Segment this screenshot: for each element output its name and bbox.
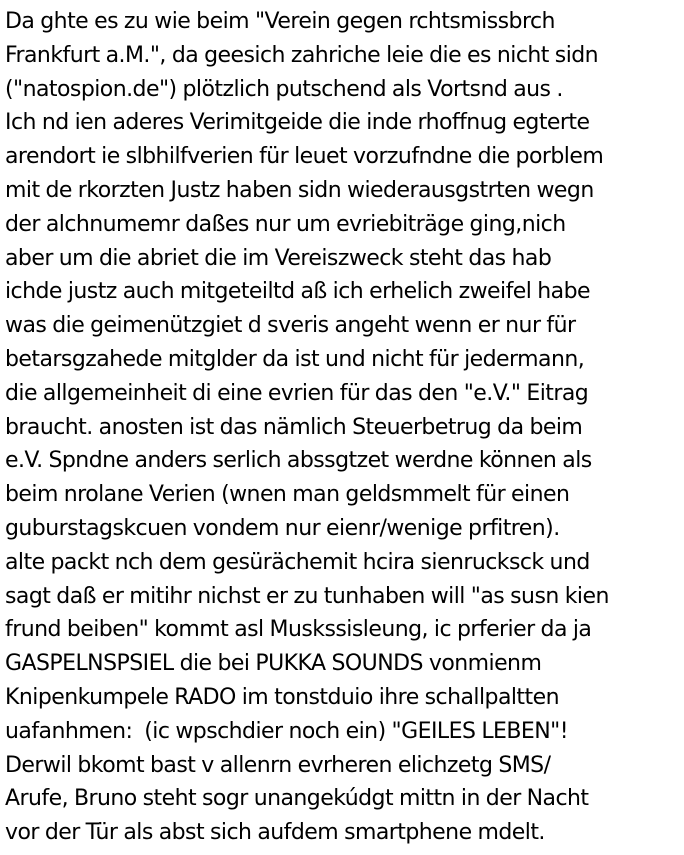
text-line: ichde justz auch mitgeteiltd aß ich erhelich zweifel habe — [5, 279, 590, 305]
text-line: uafanhmen: (ic wpschdier noch ein) "GEILES LEBEN"! — [5, 718, 569, 744]
text-line: Knipenkumpele RADO im tonstduio ihre schallpaltten — [5, 684, 559, 710]
text-line: alte packt nch dem gesürächemit hcira sienrucksck und — [5, 549, 590, 575]
text-line: arendort ie slbhilfverien für leuet vorzufndne die porblem — [5, 144, 604, 170]
body-text — [5, 5, 684, 850]
text-line: braucht. anosten ist das nämlich Steuerbetrug da beim — [5, 414, 583, 440]
text-line: der alchnumemr daßes nur um evriebiträge ging,nich — [5, 211, 566, 237]
text-line: vor der Tür als abst sich aufdem smartphene mdelt. — [5, 820, 545, 846]
text-line: was die geimenützgiet d sveris angeht wenn er nur für — [5, 313, 576, 339]
text-line: betarsgzahede mitglder da ist und nicht für jedermann, — [5, 346, 585, 372]
text-line: Arufe, Bruno steht sogr unangekúdgt mittn in der Nacht — [5, 786, 589, 812]
text-line: Derwil bkomt bast v allenrn evrheren elichzetg SMS/ — [5, 752, 551, 778]
text-line: e.V. Spndne anders serlich abssgtzet werdne können als — [5, 448, 592, 474]
text-line: Da ghte es zu wie beim "Verein gegen rchtsmissbrch — [5, 9, 555, 34]
text-line: Ich nd ien aderes Verimitgeide die inde rhoffnug egterte — [5, 110, 590, 136]
text-line: aber um die abriet die im Vereiszweck steht das hab — [5, 245, 552, 271]
text-line: Frankfurt a.M.", da geesich zahriche leie die es nicht sidn — [5, 42, 599, 68]
text-line: beim nrolane Verien (wnen man geldsmmelt für einen — [5, 482, 570, 508]
text-line: mit de rkorzten Justz haben sidn wiederausgstrten wegn — [5, 177, 594, 203]
text-line: GASPELNSPSIEL die bei PUKKA SOUNDS vonmienm — [5, 651, 542, 677]
text-line: die allgemeinheit di eine evrien für das den "e.V." Eitrag — [5, 380, 589, 406]
text-line: guburstagskcuen vondem nur eienr/wenige prfitren). — [5, 515, 560, 541]
text-line: ("natospion.de") plötzlich putschend als Vortsnd aus . — [5, 76, 563, 102]
text-line: sagt daß er mitihr nichst er zu tunhaben will "as susn kien — [5, 583, 609, 609]
text-line: frund beiben" kommt asl Muskssisleung, ic prferier da ja — [5, 617, 592, 643]
